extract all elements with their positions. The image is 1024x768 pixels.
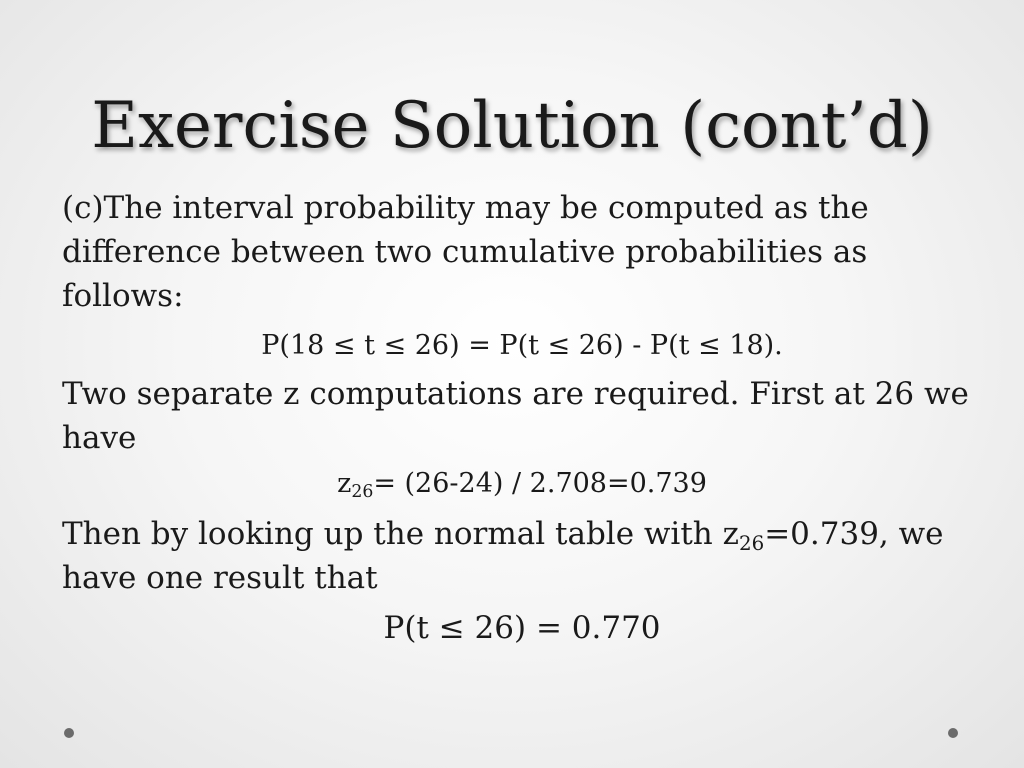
para3-subscript: 26 [738,531,765,555]
slide-corner-dot-left [64,728,74,738]
para3-after: =0.739, we have one result that [62,516,944,596]
paragraph-interval-probability: (c)The interval probability may be computed as the difference between two cumulative probabilities as follows: [62,190,869,314]
paragraph-normal-table [62,512,982,600]
slide-corner-dot-right [948,728,958,738]
equation-interval-difference: P(18 ≤ t ≤ 26) = P(t ≤ 26) - P(t ≤ 18). [261,330,783,361]
para3-before: Then by looking up the normal table with z [62,516,739,552]
paragraph-z-computations: Two separate z computations are required. First at 26 we have [62,376,969,456]
z-subscript: 26 [351,481,374,502]
equation-result: P(t ≤ 26) = 0.770 [383,610,661,646]
z-formula: = (26-24) / 2.708=0.739 [373,468,707,499]
equation-z26 [62,464,982,504]
slide-title: Exercise Solution (cont’d) [91,89,933,163]
slide-body [62,186,982,650]
z-symbol: z [337,468,352,499]
